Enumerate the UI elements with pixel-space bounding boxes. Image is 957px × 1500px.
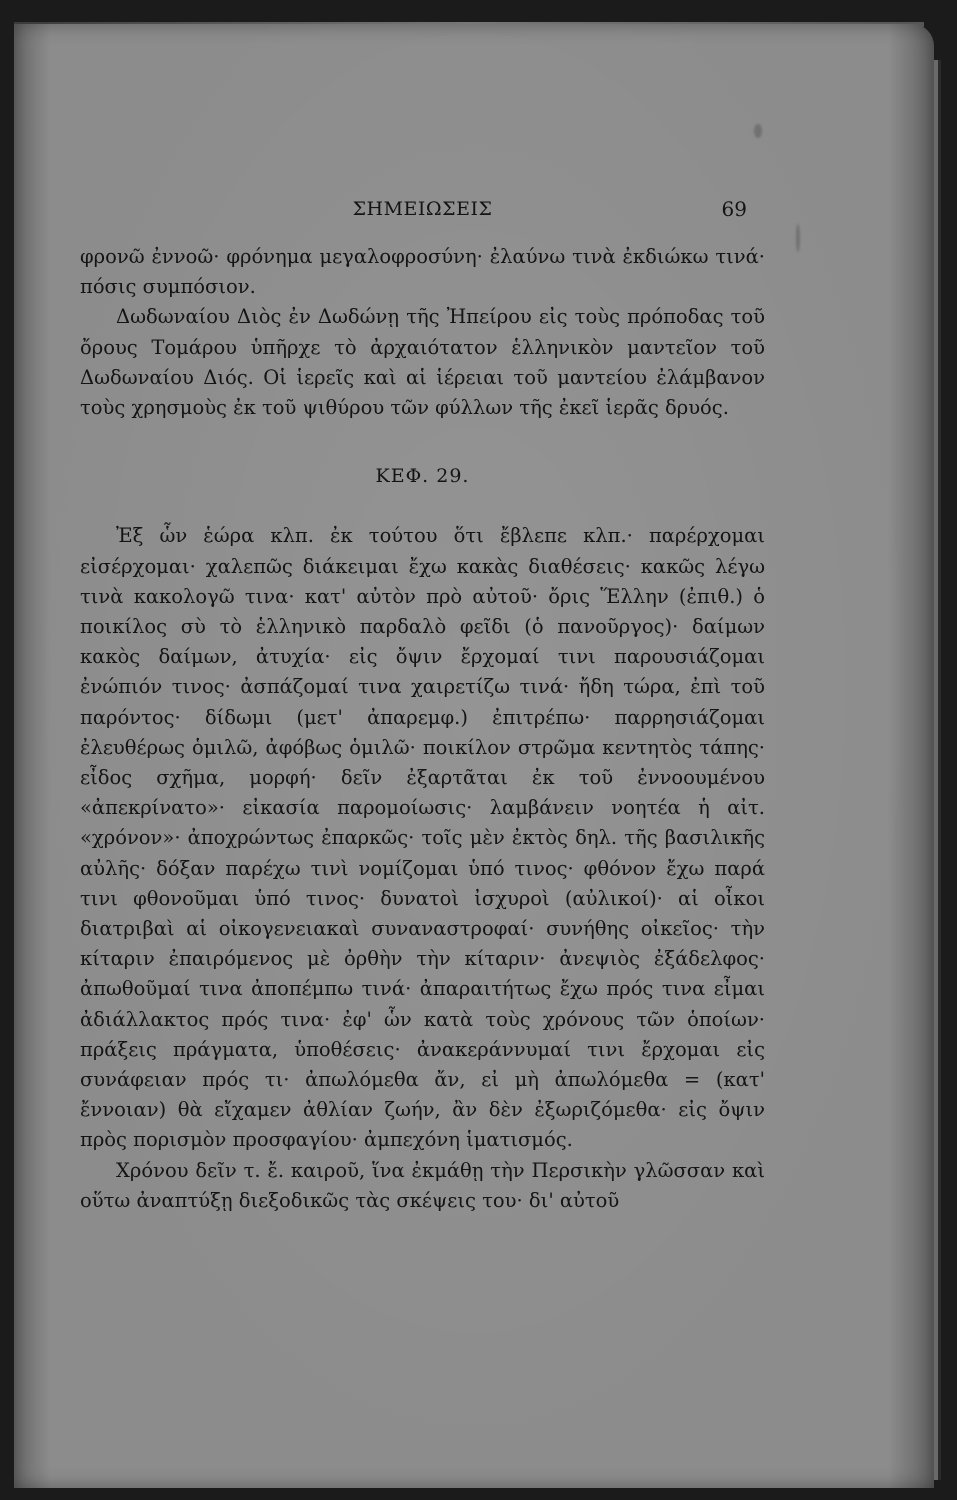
ink-spot [754,124,762,138]
paragraph-1: φρονῶ ἐννοῶ· φρόνημα μεγαλοφροσύνη· ἐλαύνω τινὰ ἐκδιώκω τινά· πόσις συμπόσιον. [80,245,765,299]
paragraph-4: Χρόνου δεῖν τ. ἔ. καιροῦ, ἵνα ἐκμάθῃ τὴν Περσικὴν γλῶσσαν καὶ οὕτω ἀναπτύξῃ διεξοδικῶς τὰς σκέψεις του· δι' αὐτοῦ [80,1158,765,1212]
ink-spot [796,224,800,252]
paragraph-2: Δωδωναίου Διὸς ἐν Δωδώνῃ τῆς Ἠπείρου εἰς τοὺς πρόποδας τοῦ ὄρους Τομάρου ὑπῆρχε τὸ ἀρχαιότατον ἑλληνικὸν μαντεῖον τοῦ Δωδωναίου Διός. Οἱ ἱερεῖς καὶ αἱ ἱέρειαι τοῦ μαντείου ἐλάμβανον τοὺς χρησμοὺς ἐκ τοῦ ψιθύρου τῶν φύλλων τῆς ἐκεῖ ἱερᾶς δρυός. [80,305,765,420]
page-text [80,190,765,1216]
running-head: ΣΗΜΕΙΩΣΕΙΣ [352,198,493,220]
page-number: 69 [721,197,747,221]
paragraph-3: Ἐξ ὧν ἑώρα κλπ. ἐκ τούτου ὅτι ἔβλεπε κλπ.· παρέρχομαι εἰσέρχομαι· χαλεπῶς διάκειμαι ἔχω κακὰς διαθέσεις· κακῶς λέγω τινὰ κακολογῶ τινα· κατ' αὐτὸν πρὸ αὐτοῦ· ὄρις Ἕλλην (ἐπιθ.) ὁ ποικίλος σὺ τὸ ἑλληνικὸ παρδαλὸ φεῖδι (ὁ πανοῦργος)· δαίμων κακὸς δαίμων, ἀτυχία· εἰς ὄψιν ἔρχομαί τινι παρουσιάζομαι ἐνώπιόν τινος· ἀσπάζομαί τινα χαιρετίζω τινά· ἤδη τώρα, ἐπὶ τοῦ παρόντος· δίδωμι (μετ' ἀπαρεμφ.) ἐπιτρέπω· παρρησιάζομαι ἐλευθέρως ὁμιλῶ, ἀφόβως ὁμιλῶ· ποικίλον στρῶμα κεντητὸς τάπης· εἶδος σχῆμα, μορφή· δεῖν ἐξαρτᾶται ἐκ τοῦ ἐννοουμένου «ἀπεκρίνατο»· εἰκασία παρομοίωσις· λαμβάνειν νοητέα ἡ αἰτ. «χρόνον»· ἀποχρώντως ἐπαρκῶς· τοῖς μὲν ἐκτὸς δηλ. τῆς βασιλικῆς αὐλῆς· δόξαν παρέχω τινὶ νομίζομαι ὑπό τινος· φθόνον ἔχω παρά τινι φθονοῦμαι ὑπό τινος· δυνατοὶ ἰσχυροὶ (αὐλικοί)· αἱ οἶκοι διατριβαὶ αἱ οἰκογενειακαὶ συναναστροφαί· συνήθης οἰκεῖος· τὴν κίταριν ἐπαιρόμενος μὲ ὀρθὴν τὴν κίταριν· ἀνεψιὸς ἐξάδελφος· ἀπωθοῦμαί τινα ἀποπέμπω τινά· ἀπαραιτήτως ἔχω πρός τινα εἶμαι ἀδιάλλακτος πρός τινα· ἐφ' ὧν κατὰ τοὺς χρόνους τῶν ὁποίων· πράξεις πράγματα, ὑποθέσεις· ἀνακεράννυμαί τινι ἔρχομαι εἰς συνάφειαν πρός τι· ἀπωλόμεθα ἄν, εἰ μὴ ἀπωλόμεθα = (κατ' ἔννοιαν) θὰ εἴχαμεν ἀθλίαν ζωήν, ἂν δὲν ἐξωριζόμεθα· εἰς ὄψιν πρὸς πορισμὸν προσφαγίου· ἀμπεχόνη ἱματισμός. [80,524,765,1152]
page-header [80,190,765,230]
chapter-heading: ΚΕΦ. 29. [375,465,470,488]
